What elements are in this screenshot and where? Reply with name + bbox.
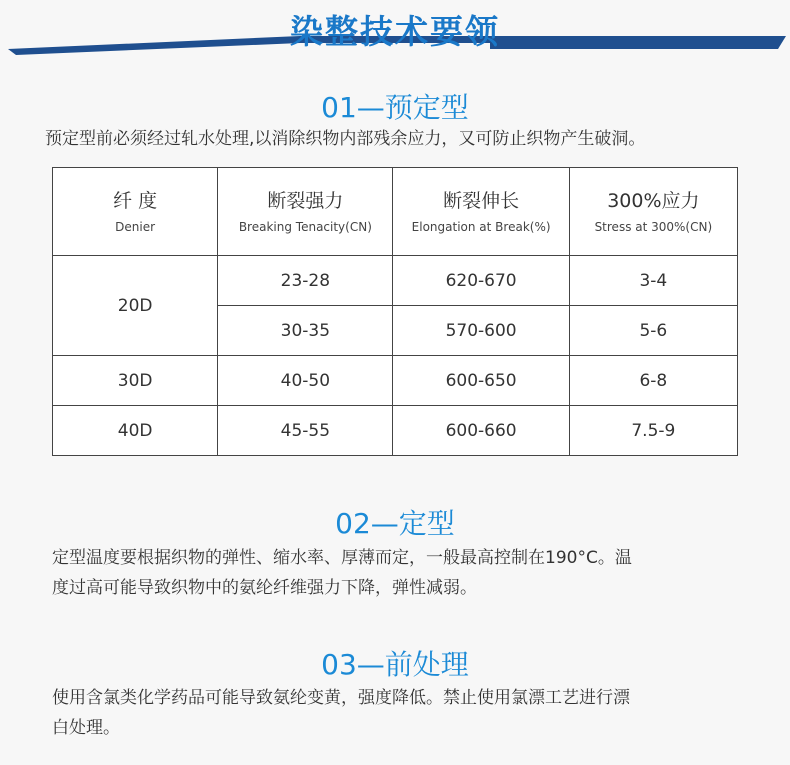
tenacity-cell: 30-35 bbox=[218, 306, 393, 356]
section2-line1: 定型温度要根据织物的弹性、缩水率、厚薄而定，一般最高控制在190°C。温 bbox=[52, 548, 632, 568]
header-tenacity bbox=[218, 168, 393, 256]
elongation-cell: 570-600 bbox=[393, 306, 569, 356]
tenacity-cell: 45-55 bbox=[218, 406, 393, 456]
section3-line1: 使用含氯类化学药品可能导致氨纶变黄，强度降低。禁止使用氯漂工艺进行漂 bbox=[52, 688, 630, 708]
header-elongation-en: Elongation at Break(%) bbox=[411, 219, 551, 234]
stress-cell: 7.5-9 bbox=[569, 406, 737, 456]
stress-cell: 6-8 bbox=[569, 356, 737, 406]
elongation-cell: 600-650 bbox=[393, 356, 569, 406]
tenacity-cell: 40-50 bbox=[218, 356, 393, 406]
table-header-row bbox=[53, 168, 738, 256]
section2-title: 02—定型 bbox=[335, 507, 455, 540]
section3-title: 03—前处理 bbox=[321, 648, 469, 681]
denier-cell: 20D bbox=[53, 256, 218, 356]
header-tenacity-cn: 断裂强力 bbox=[267, 189, 344, 212]
header-denier bbox=[53, 168, 218, 256]
section2-text bbox=[52, 543, 752, 603]
header-stress bbox=[569, 168, 737, 256]
elongation-cell: 620-670 bbox=[393, 256, 569, 306]
header-stress-en: Stress at 300%(CN) bbox=[594, 219, 713, 234]
section2-line2: 度过高可能导致织物中的氨纶纤维强力下降，弹性减弱。 bbox=[52, 578, 477, 598]
table-row bbox=[53, 406, 738, 456]
elongation-cell: 600-660 bbox=[393, 406, 569, 456]
header-stress-cn: 300%应力 bbox=[607, 189, 700, 212]
stress-cell: 3-4 bbox=[569, 256, 737, 306]
header-banner bbox=[0, 0, 790, 60]
spec-table bbox=[52, 167, 738, 456]
stress-cell: 5-6 bbox=[569, 306, 737, 356]
header-denier-en: Denier bbox=[115, 219, 156, 234]
section1-text: 预定型前必须经过轧水处理,以消除织物内部残余应力，又可防止织物产生破洞。 bbox=[45, 129, 646, 149]
section3-text bbox=[52, 683, 752, 743]
header-elongation-cn: 断裂伸长 bbox=[443, 189, 520, 212]
header-elongation bbox=[393, 168, 569, 256]
section3-line2: 白处理。 bbox=[52, 718, 120, 738]
denier-cell: 40D bbox=[53, 406, 218, 456]
header-denier-cn: 纤 度 bbox=[113, 189, 158, 212]
denier-cell: 30D bbox=[53, 356, 218, 406]
table-row bbox=[53, 256, 738, 306]
header-tenacity-en: Breaking Tenacity(CN) bbox=[238, 219, 372, 234]
section1-title: 01—预定型 bbox=[321, 91, 469, 124]
banner-title: 染整技术要领 bbox=[290, 12, 500, 51]
tenacity-cell: 23-28 bbox=[218, 256, 393, 306]
table-row bbox=[53, 356, 738, 406]
